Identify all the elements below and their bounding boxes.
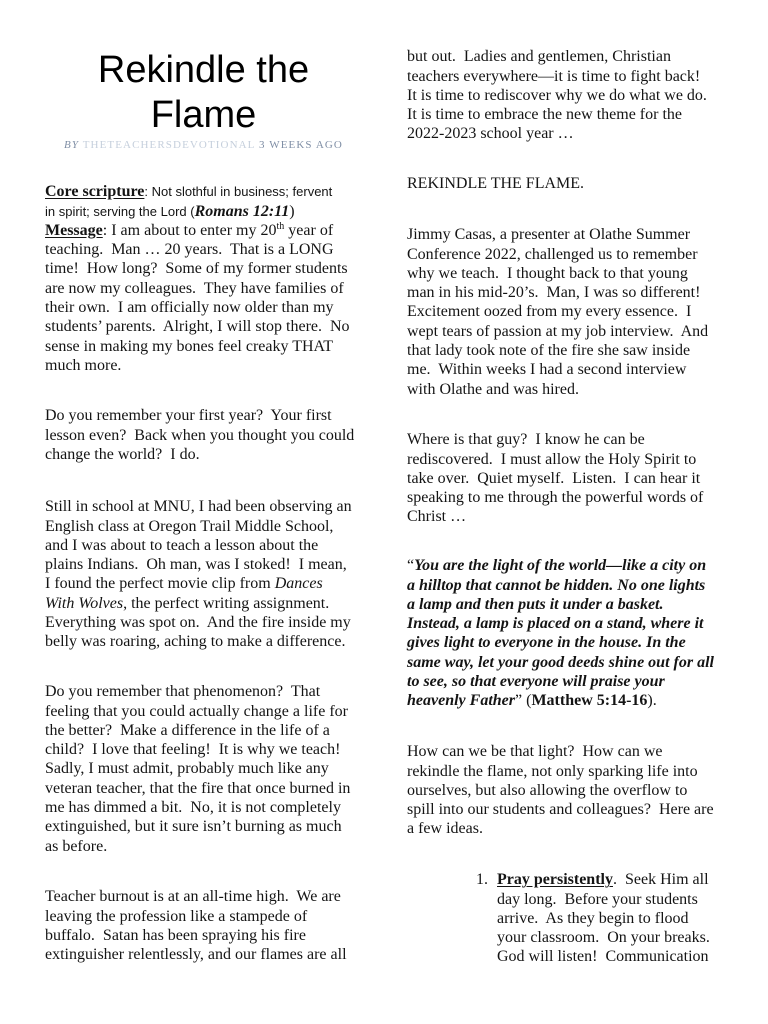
paragraph-phenomenon — [45, 682, 350, 856]
paragraph-line: Teacher burnout is at an all-time high. We are — [45, 888, 341, 906]
paragraph-text: I found the perfect movie clip from — [45, 575, 275, 593]
paragraph-line: Jimmy Casas, a presenter at Olathe Summer — [407, 226, 691, 244]
paragraph-line: How can we be that light? How can we — [407, 743, 663, 761]
paragraph-line: much more. — [45, 356, 122, 374]
paragraph-line: rekindle the flame, not only sparking life into — [407, 762, 698, 780]
paragraph-line: speaking to me through the powerful words of — [407, 489, 704, 507]
paragraph-that-guy — [407, 430, 703, 526]
quote-line: a lamp and then puts it under a basket. — [407, 595, 664, 613]
paragraph-line: sense in making my bones feel creaky THAT — [45, 337, 334, 355]
article-title-line: Flame — [150, 93, 257, 136]
paragraph-mnu — [45, 497, 352, 651]
paragraph-line: their own. I am officially now older than my — [45, 299, 334, 317]
paragraph-line — [45, 574, 352, 593]
paragraph-line: English class at Oregon Trail Middle School, — [45, 517, 334, 535]
paragraph-line: extinguished, but it sure isn’t burning as much — [45, 818, 342, 836]
paragraph-line: that lady took note of the fire she saw inside — [407, 342, 691, 360]
message-text: year of — [284, 221, 334, 239]
ordinal-suffix: th — [276, 220, 285, 232]
paragraph-line: wept tears of passion at my job interview. And — [407, 322, 709, 340]
theme-text: REKINDLE THE FLAME. — [407, 175, 585, 193]
message-label: Message — [45, 221, 103, 239]
paragraph-line: and I was about to teach a lesson about the — [45, 536, 319, 554]
paragraph-burnout — [45, 887, 347, 964]
paragraph-line: Christ … — [407, 508, 467, 526]
paragraph-line: feeling that you could actually change a life for — [45, 702, 348, 720]
quote-line: same way, let your good deeds shine out for all — [407, 653, 714, 671]
paragraph-line: change the world? I do. — [45, 445, 200, 463]
movie-title: Dances — [274, 575, 323, 593]
byline-prefix: BY — [64, 139, 80, 151]
paragraph-line: Do you remember that phenomenon? That — [45, 683, 321, 701]
paragraph-line — [45, 594, 352, 613]
scripture-reference-close: ) — [289, 202, 295, 220]
quote-line: gives light to everyone in the house. In the — [407, 634, 686, 652]
paragraph-line: buffalo. Satan has been spraying his fire — [45, 926, 306, 944]
paragraph-text: , the perfect writing assignment. — [123, 594, 330, 612]
quote-paren-close: ). — [647, 692, 657, 710]
list-item-line: day long. Before your students — [497, 890, 698, 908]
paragraph-line: Still in school at MNU, I had been observing an — [45, 498, 352, 516]
scripture-text: : Not slothful in business; fervent — [144, 184, 333, 200]
paragraph-line: Everything was spot on. And the fire inside my — [45, 614, 351, 632]
quote-paren-open: ( — [522, 692, 532, 710]
byline — [45, 137, 362, 153]
paragraph-light — [407, 742, 714, 838]
article-title-line: Rekindle the — [97, 48, 310, 91]
paragraph-line: teachers everywhere—it is time to fight back! — [407, 67, 701, 85]
paragraph-line: why we teach. I thought back to that young — [407, 264, 688, 282]
paragraph-line: as before. — [45, 837, 108, 855]
scripture-quote — [407, 556, 714, 710]
paragraph-line: Sadly, I must admit, probably much like any — [45, 760, 329, 778]
paragraph-jimmy-casas — [407, 225, 708, 399]
posted-time: 3 WEEKS AGO — [258, 139, 343, 151]
paragraph-line: man in his mid-20’s. Man, I was so different! — [407, 284, 701, 302]
quote-line: a hilltop that cannot be hidden. No one lights — [407, 576, 706, 594]
scripture-line — [45, 202, 350, 221]
scripture-text: in spirit; serving the Lord ( — [45, 203, 195, 219]
quote-text: You are the light of the world—like a city on — [414, 557, 707, 575]
paragraph-line: me has dimmed a bit. No, it is not completely — [45, 799, 341, 817]
message-line — [45, 221, 350, 240]
paragraph-line: belly was roaring, aching to make a difference. — [45, 633, 346, 651]
quote-line: to see, so that everyone will praise your — [407, 673, 665, 691]
list-number: 1. — [476, 871, 488, 889]
paragraph-line: 2022-2023 school year … — [407, 125, 574, 143]
paragraph-line: time! How long? Some of my former students — [45, 260, 348, 278]
paragraph-line: take over. Quiet myself. Listen. I can hear it — [407, 469, 701, 487]
movie-title: With Wolves — [45, 594, 124, 612]
paragraph-line: me. Within weeks I had a second interview — [407, 361, 687, 379]
list-item-text: . Seek Him all — [612, 871, 709, 889]
paragraph-line: the better? Make a difference in the life of a — [45, 721, 330, 739]
scripture-line — [45, 182, 350, 201]
paragraph-line: ourselves, but also allowing the overflow to — [407, 781, 688, 799]
quote-line — [407, 556, 714, 575]
paragraph-line: a few ideas. — [407, 820, 483, 838]
quote-text: heavenly Father — [407, 692, 515, 710]
paragraph-fight-back — [407, 47, 707, 143]
paragraph-line: plains Indians. Oh man, was I stoked! I mean, — [45, 556, 347, 574]
paragraph-line: It is time to rediscover why we do what we do. — [407, 86, 707, 104]
scripture-message-paragraph — [45, 182, 350, 375]
close-quote-mark: ” — [515, 692, 523, 710]
author-link[interactable]: THETEACHERSDEVOTIONAL — [82, 139, 256, 151]
paragraph-line: spill into our students and colleagues? Here are — [407, 801, 714, 819]
ideas-list-item — [476, 870, 710, 966]
paragraph-line: but out. Ladies and gentlemen, Christian — [407, 48, 671, 66]
paragraph-line: are now my colleagues. They have families of — [45, 279, 344, 297]
paragraph-line: leaving the profession like a stampede of — [45, 907, 308, 925]
quote-line: Instead, a lamp is placed on a stand, where it — [407, 615, 704, 633]
paragraph-line: Do you remember your first year? Your first — [45, 407, 332, 425]
paragraph-line: extinguisher relentlessly, and our flames are all — [45, 946, 347, 964]
paragraph-line: Where is that guy? I know he can be — [407, 431, 645, 449]
paragraph-line: veteran teacher, that the fire that once burned in — [45, 779, 351, 797]
list-item-line: arrive. As they begin to flood — [497, 909, 689, 927]
article-title — [45, 48, 362, 138]
paragraph-line: students’ parents. Alright, I will stop there. No — [45, 318, 350, 336]
scripture-reference: Romans 12:11 — [194, 202, 290, 220]
paragraph-line: Conference 2022, challenged us to remember — [407, 245, 698, 263]
paragraph-line: Excitement oozed from my every essence. I — [407, 303, 692, 321]
paragraph-line: lesson even? Back when you thought you could — [45, 426, 355, 444]
paragraph-line: rediscovered. I must allow the Holy Spirit to — [407, 450, 697, 468]
open-quote-mark: “ — [407, 557, 415, 575]
paragraph-line: child? I love that feeling! It is why we teach! — [45, 741, 341, 759]
paragraph-line: with Olathe and was hired. — [407, 380, 579, 398]
message-text: : I am about to enter my 20 — [102, 221, 277, 239]
list-item-line: God will listen! Communication — [497, 948, 709, 966]
list-item-line: your classroom. On your breaks. — [497, 929, 710, 947]
list-item-heading: Pray persistently — [497, 871, 613, 889]
theme-heading — [407, 174, 584, 193]
core-scripture-label: Core scripture — [45, 183, 145, 201]
paragraph-first-year — [45, 406, 354, 464]
list-item-line — [476, 870, 710, 889]
paragraph-line: teaching. Man … 20 years. That is a LONG — [45, 241, 334, 259]
quote-line — [407, 691, 714, 710]
paragraph-line: It is time to embrace the new theme for the — [407, 106, 683, 124]
quote-reference: Matthew 5:14-16 — [531, 692, 648, 710]
